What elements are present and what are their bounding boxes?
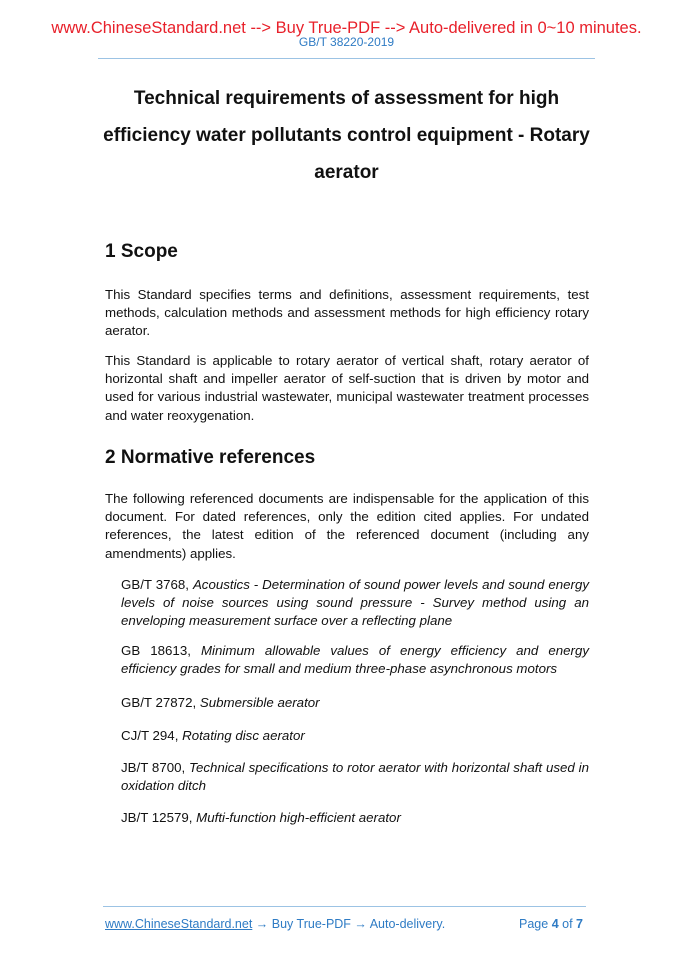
reference-title: Rotating disc aerator	[182, 728, 305, 743]
reference-item	[121, 759, 589, 795]
reference-code: JB/T 12579,	[121, 810, 197, 825]
footer-divider	[103, 906, 586, 907]
scope-paragraph-2: This Standard is applicable to rotary aerator of vertical shaft, rotary aerator of horizontal shaft and impeller aerator of self-suction that is driven by motor and used for various industrial wastewater, municipal wastewater treatment processes and water reoxygenation.	[105, 353, 589, 423]
page-of: of	[562, 917, 573, 931]
page-current: 4	[551, 917, 559, 931]
reference-code: GB/T 27872,	[121, 695, 200, 710]
header-divider	[98, 58, 595, 59]
standard-code: GB/T 38220-2019	[298, 35, 395, 49]
title-line-2: efficiency water pollutants control equipment - Rotary	[103, 125, 590, 146]
page-total: 7	[576, 917, 583, 931]
page-label: Page	[519, 917, 549, 931]
document-title	[100, 80, 593, 191]
reference-title: Minimum allowable values of energy efficiency and energy efficiency grades for small and medium three-phase asynchronous motors	[121, 643, 589, 677]
section-heading-scope: 1 Scope	[105, 241, 178, 262]
normative-intro-paragraph: The following referenced documents are indispensable for the application of this document. For dated references, only the edition cited applies. For undated references, the latest edition of the referenced document (including any amendments) applies.	[105, 491, 589, 561]
reference-item	[121, 809, 589, 827]
reference-code: JB/T 8700,	[121, 760, 190, 775]
section-heading-normative-references: 2 Normative references	[105, 447, 316, 468]
footer-trail: → Buy True-PDF → Auto-delivery.	[252, 917, 446, 931]
reference-code: GB/T 3768,	[121, 577, 193, 592]
reference-code: GB 18613,	[121, 643, 201, 658]
reference-code: CJ/T 294,	[121, 728, 183, 743]
page-footer	[105, 916, 585, 932]
promo-banner[interactable]: www.ChineseStandard.net --> Buy True-PDF --> Auto-delivered in 0~10 minutes.	[51, 19, 642, 37]
reference-item	[121, 576, 589, 631]
title-line-3: aerator	[314, 162, 379, 183]
scope-paragraph-1: This Standard specifies terms and definitions, assessment requirements, test methods, calculation methods and assessment methods for high efficiency rotary aerator.	[105, 287, 589, 339]
page-indicator	[519, 916, 583, 932]
reference-item	[121, 694, 589, 712]
reference-title: Mufti-function high-efficient aerator	[196, 810, 401, 825]
reference-title: Technical specifications to rotor aerator with horizontal shaft used in oxidation ditch	[121, 760, 589, 794]
reference-item	[121, 727, 589, 745]
footer-site-link[interactable]: www.ChineseStandard.net	[105, 917, 253, 931]
title-line-1: Technical requirements of assessment for high	[133, 88, 560, 109]
reference-item	[121, 642, 589, 678]
reference-title: Submersible aerator	[199, 695, 320, 710]
reference-title: Acoustics - Determination of sound power levels and sound energy levels of noise sources using sound pressure - Survey method using an enveloping measurement surface over a reflecting plane	[121, 577, 590, 629]
